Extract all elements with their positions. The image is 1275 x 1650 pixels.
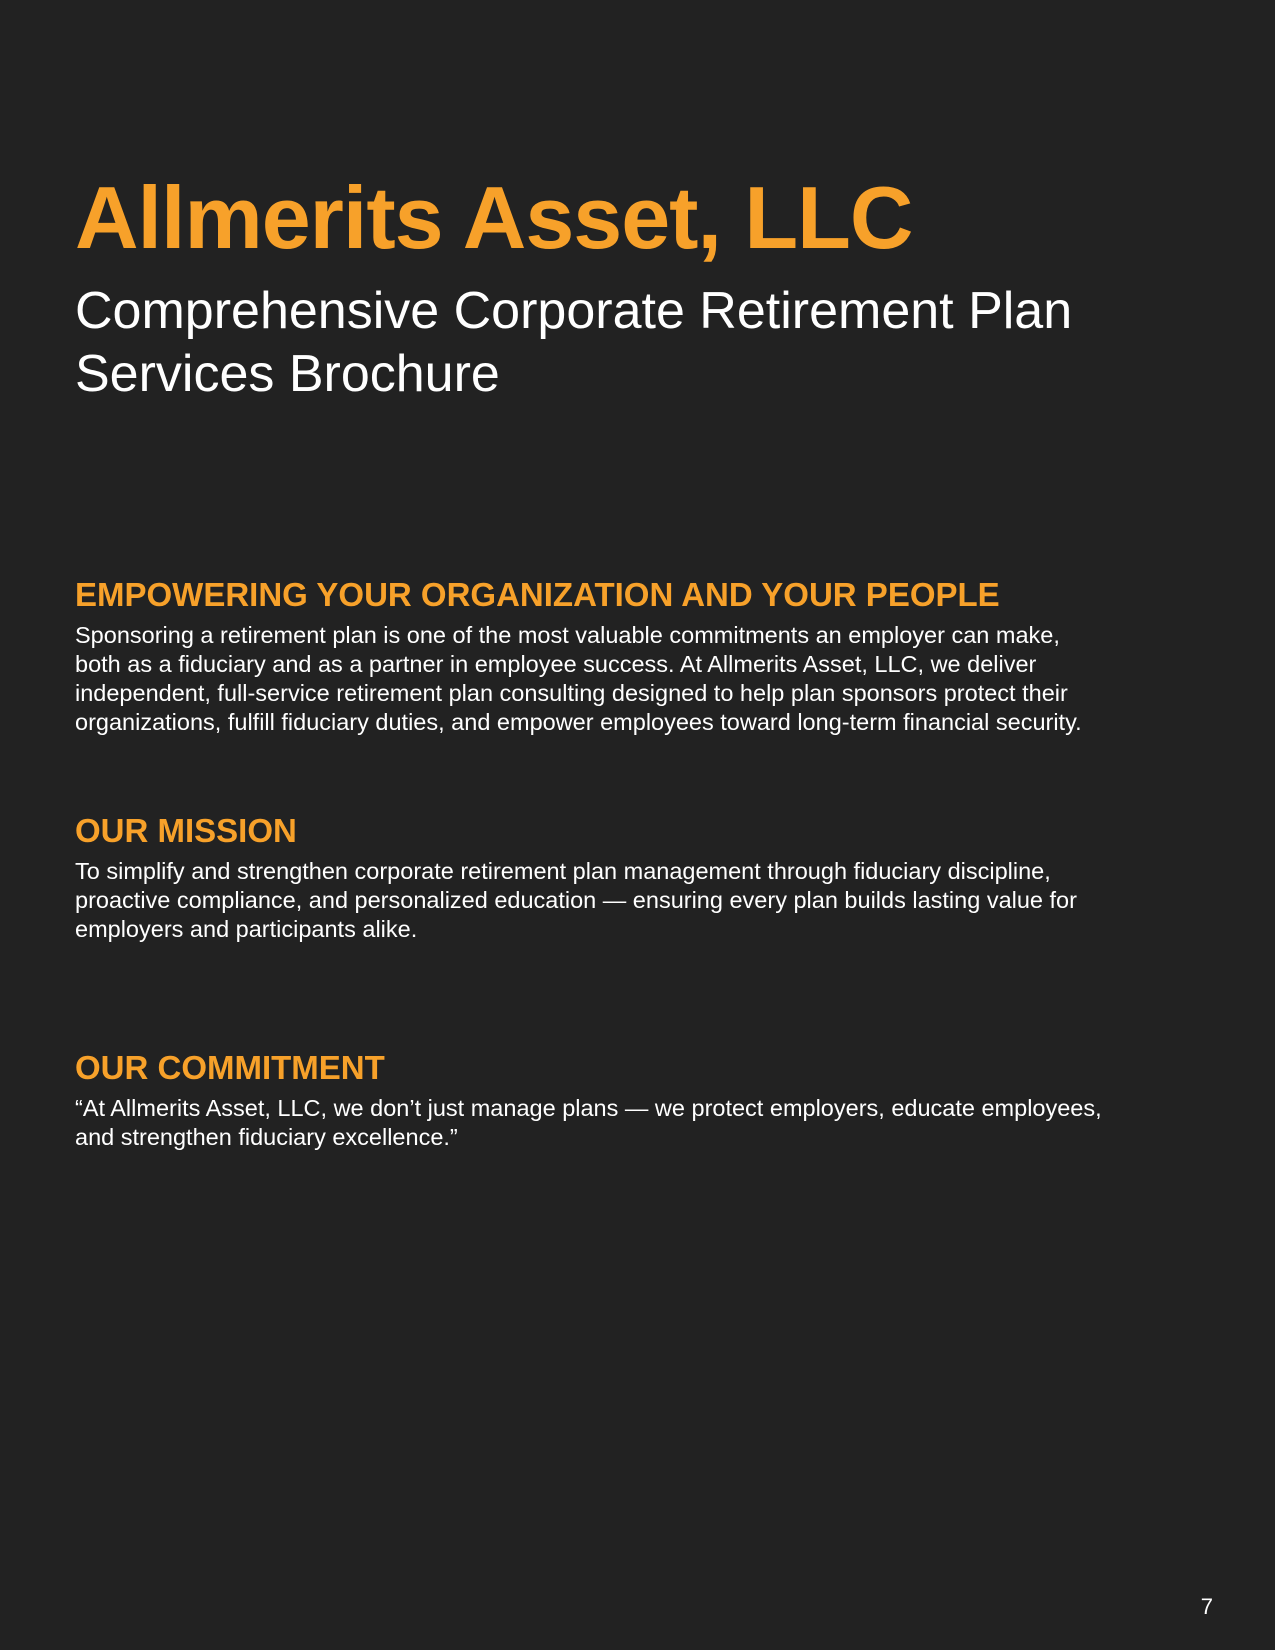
section-body-empowering: Sponsoring a retirement plan is one of the most valuable commitments an employer can make, both as a fiduciary and as a partner in employee success. At Allmerits Asset, LLC, we deliver independent, full-service retirement plan consulting designed to help plan sponsors protect their organizations, fulfill fiduciary duties, and empower employees toward long-term financial security.: [75, 622, 1082, 735]
page-number: 7: [1200, 1594, 1213, 1619]
section-empowering: [75, 575, 1105, 737]
section-body-commitment: “At Allmerits Asset, LLC, we don’t just manage plans — we protect employers, educate employees, and strengthen fiduciary excellence.”: [75, 1095, 1102, 1150]
section-heading-mission: OUR MISSION: [75, 812, 297, 849]
section-mission: [75, 811, 1105, 944]
section-body-mission: To simplify and strengthen corporate retirement plan management through fiduciary discipline, proactive compliance, and personalized education — ensuring every plan builds lasting value for employers and participants alike.: [75, 858, 1077, 942]
brochure-subtitle: Comprehensive Corporate Retirement Plan Services Brochure: [75, 282, 1073, 403]
section-heading-empowering: EMPOWERING YOUR ORGANIZATION AND YOUR PEOPLE: [75, 576, 1000, 613]
section-heading-commitment: OUR COMMITMENT: [75, 1049, 385, 1086]
company-title: Allmerits Asset, LLC: [75, 168, 913, 267]
section-commitment: [75, 1048, 1105, 1152]
